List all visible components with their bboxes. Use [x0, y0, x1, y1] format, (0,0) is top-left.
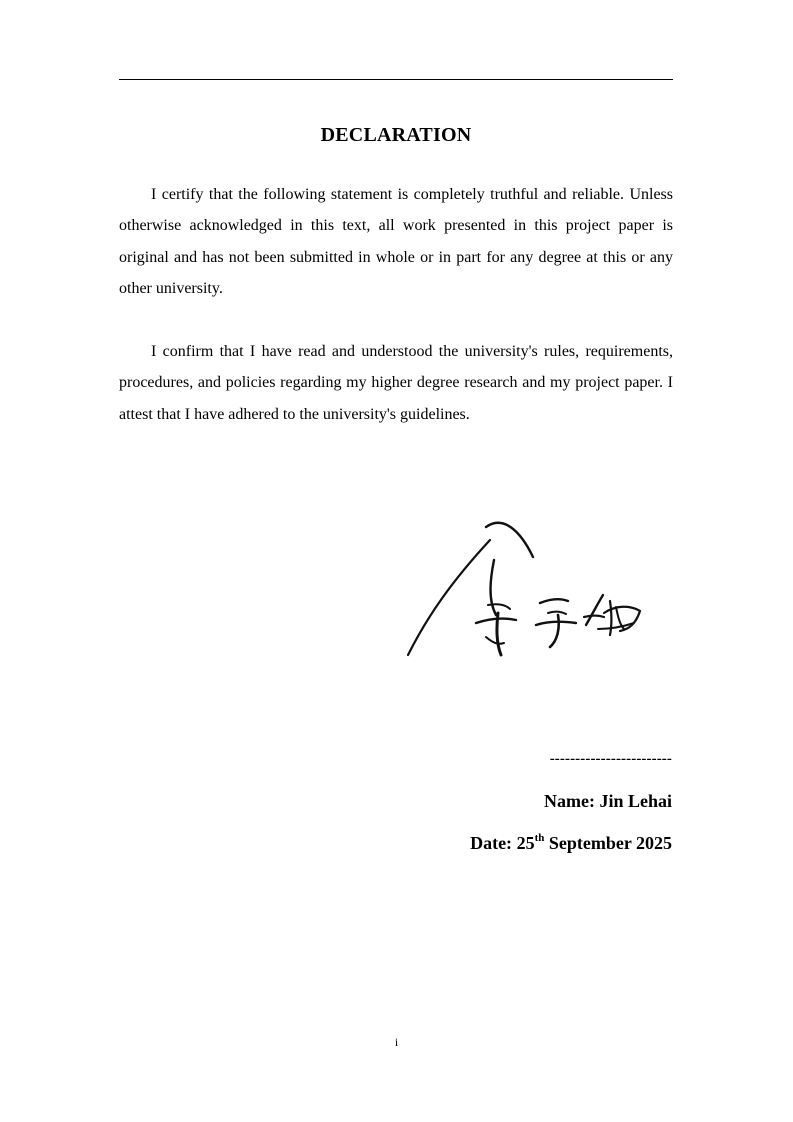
date-label: Date:	[470, 833, 513, 853]
page-title: DECLARATION	[320, 124, 472, 146]
name-value: Jin Lehai	[599, 791, 672, 811]
page-number: i	[394, 1035, 399, 1049]
date-day: 25	[516, 833, 535, 853]
signature-date	[470, 833, 672, 854]
declaration-paragraph-2: I confirm that I have read and understood the university's rules, requirements, procedures, and policies regarding my higher degree research and my project paper. I attest that I have adhered to the university's guidelines.	[119, 343, 673, 423]
date-day-suffix: th	[534, 832, 545, 844]
signatory-name	[544, 791, 672, 812]
date-rest: September 2025	[548, 833, 672, 853]
name-label: Name:	[543, 791, 595, 811]
signature-line: ------------------------	[549, 751, 672, 767]
header-rule	[119, 79, 673, 80]
declaration-paragraph-1: I certify that the following statement is completely truthful and reliable. Unless otherwise acknowledged in this text, all work presented in this project paper is original and has not been submitted in whole or in part for any degree at this or any other university.	[119, 186, 673, 297]
handwritten-signature	[398, 505, 676, 715]
